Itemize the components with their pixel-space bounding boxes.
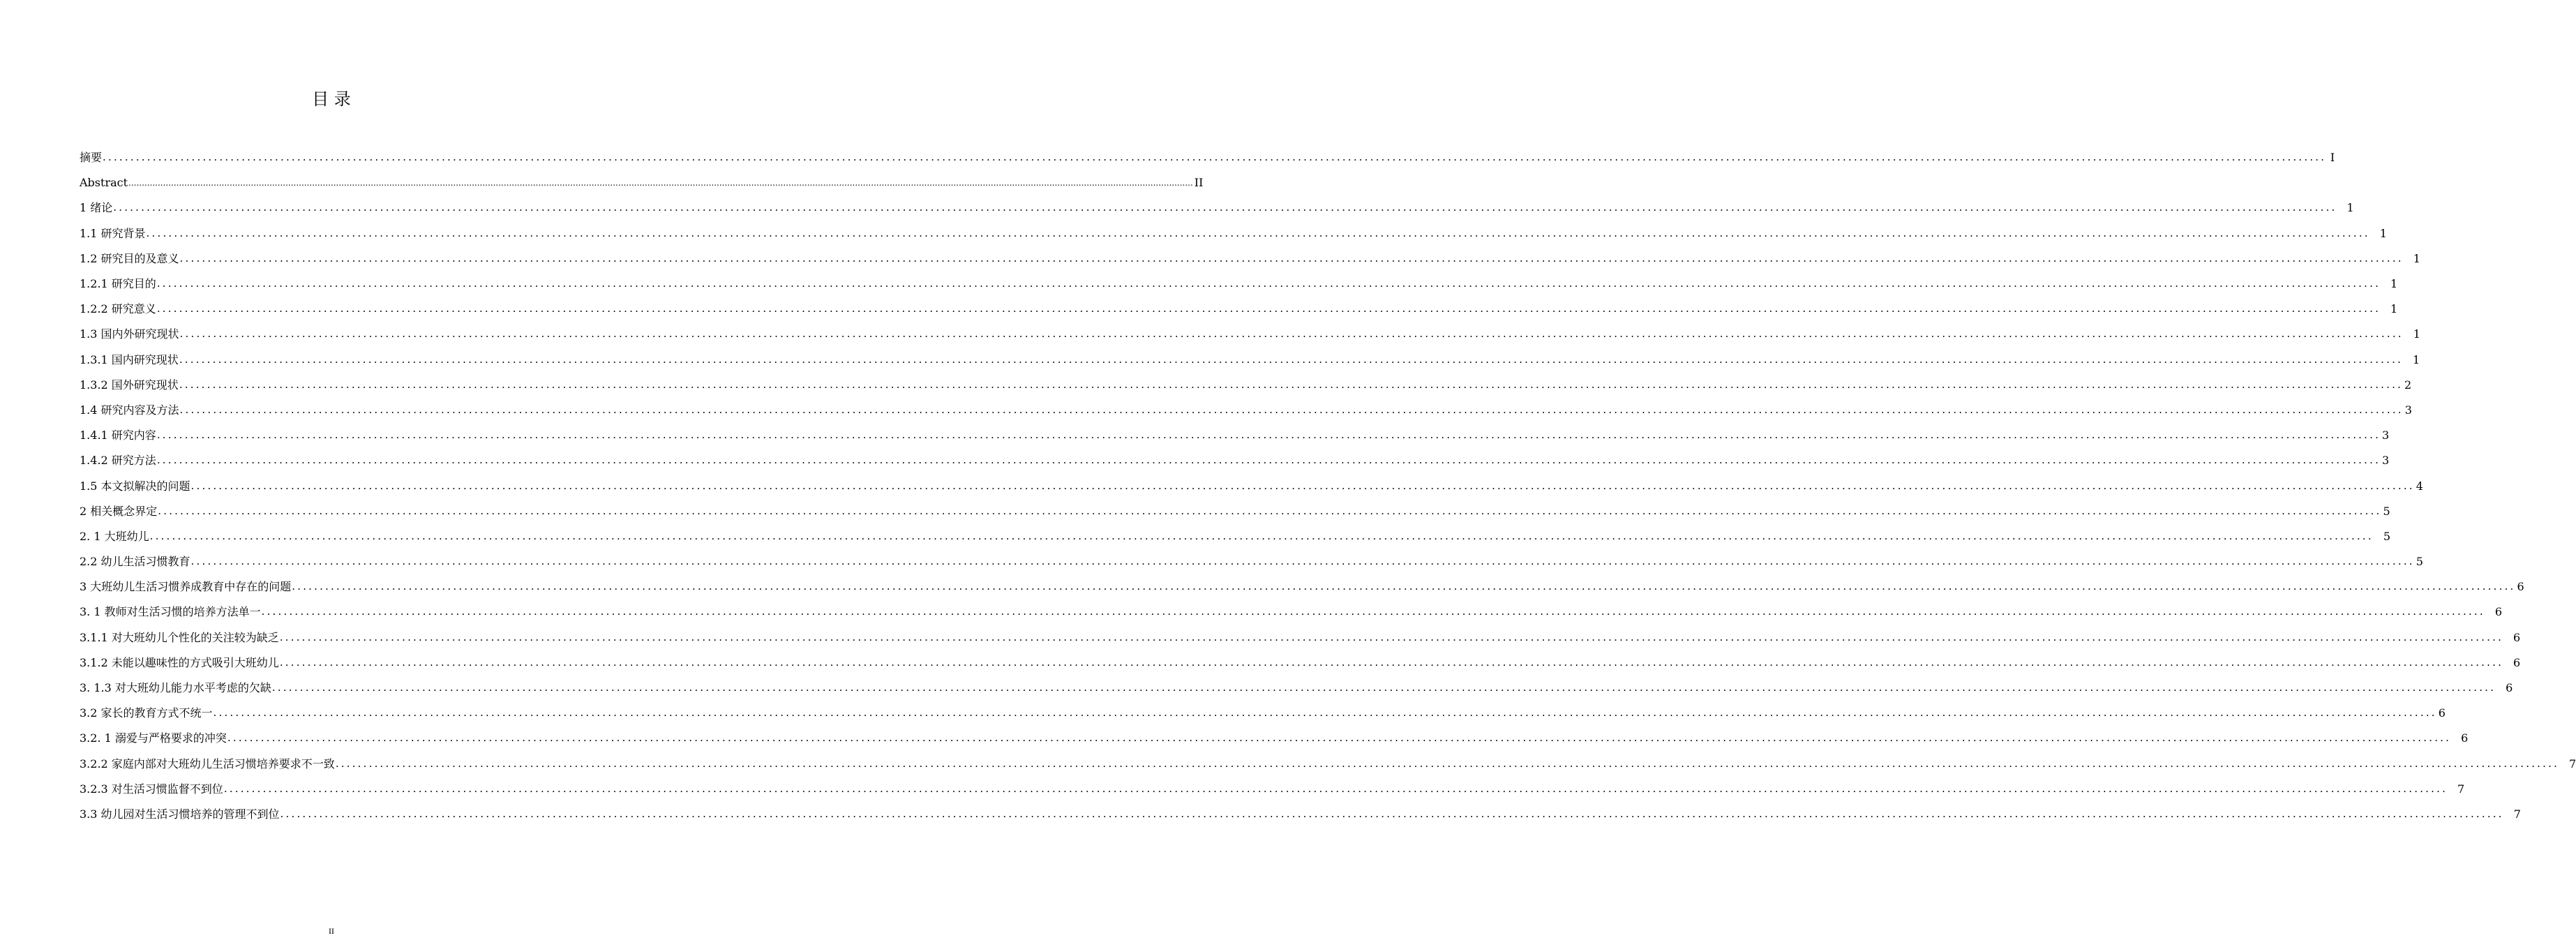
toc-entry-label: 3 大班幼儿生活习惯养成教育中存在的问题 xyxy=(80,580,292,594)
dot-leader: ................................................................................................................................................................................................................................................................................................................................................................................................................ xyxy=(213,706,2437,720)
toc-entry-page: 6 xyxy=(2506,681,2513,695)
toc-entry[interactable] xyxy=(80,777,2465,802)
dot-leader: ................................................................................................................................................................................................................................................................................................................................................................................................................ xyxy=(271,681,2496,694)
toc-entry[interactable] xyxy=(80,726,2469,751)
toc-entry[interactable] xyxy=(80,373,2412,398)
page-title: 目 录 xyxy=(312,89,351,109)
dot-leader: ................................................................................................................................................................................................................................................................................................................................................................................................................ xyxy=(279,630,2504,643)
toc-entry-page: 6 xyxy=(2438,706,2446,720)
dot-leader: ................................................................................................................................................................................................................................................................................................................................................................................................................ xyxy=(128,178,1193,188)
dot-leader: ................................................................................................................................................................................................................................................................................................................................................................................................................ xyxy=(280,807,2504,820)
toc-entry[interactable] xyxy=(80,676,2513,701)
toc-entry-label: 2 相关概念界定 xyxy=(80,504,158,518)
toc-entry-label: 1.3.1 国内研究现状 xyxy=(80,352,179,366)
dot-leader: ................................................................................................................................................................................................................................................................................................................................................................................................................ xyxy=(190,555,2415,568)
toc-entry-page: II xyxy=(1194,176,1204,190)
toc-entry-label: 3. 1 教师对生活习惯的培养方法单一 xyxy=(80,605,261,619)
toc-entry-label: 3.1.2 未能以趣味性的方式吸引大班幼儿 xyxy=(80,655,279,669)
dot-leader: ................................................................................................................................................................................................................................................................................................................................................................................................................ xyxy=(223,782,2448,795)
toc-entry[interactable] xyxy=(80,448,2390,473)
dot-leader: ................................................................................................................................................................................................................................................................................................................................................................................................................ xyxy=(149,529,2374,542)
dot-leader: ................................................................................................................................................................................................................................................................................................................................................................................................................ xyxy=(179,327,2404,341)
toc-entry-label: 1 绪论 xyxy=(80,201,113,215)
toc-entry-page: 3 xyxy=(2382,454,2390,468)
toc-entry-label: 3.2.3 对生活习惯监督不到位 xyxy=(80,782,223,796)
toc-entry[interactable] xyxy=(80,802,2521,827)
toc-entry-page: 5 xyxy=(2383,504,2390,518)
toc-entry[interactable] xyxy=(80,574,2524,600)
toc-entry-label: 摘要 xyxy=(80,151,103,165)
toc-entry-page: 6 xyxy=(2517,580,2524,594)
toc-entry-page: 1 xyxy=(2390,302,2398,316)
toc-entry[interactable] xyxy=(80,650,2521,676)
toc-entry[interactable] xyxy=(80,625,2521,650)
toc-entry-label: 3.2.2 家庭内部对大班幼儿生活习惯培养要求不一致 xyxy=(80,757,335,770)
dot-leader: ................................................................................................................................................................................................................................................................................................................................................................................................................ xyxy=(335,757,2560,770)
toc-entry[interactable] xyxy=(80,524,2391,549)
dot-leader: ................................................................................................................................................................................................................................................................................................................................................................................................................ xyxy=(279,655,2504,669)
dot-leader: ................................................................................................................................................................................................................................................................................................................................................................................................................ xyxy=(227,731,2452,745)
toc-entry-label: 3.1.1 对大班幼儿个性化的关注较为缺乏 xyxy=(80,630,279,644)
toc-entry-page: 1 xyxy=(2413,327,2420,341)
toc-entry-label: 3.2. 1 溺爱与严格要求的冲突 xyxy=(80,731,227,745)
toc-entry[interactable] xyxy=(80,297,2398,322)
toc-entry-label: 1.4.2 研究方法 xyxy=(80,454,156,468)
toc-entry-page: 6 xyxy=(2494,605,2503,619)
toc-entry[interactable] xyxy=(80,549,2423,574)
toc-entry-page: 1 xyxy=(2390,277,2398,291)
toc-entry-label: 1.1 研究背景 xyxy=(80,226,146,240)
toc-entry-page: 5 xyxy=(2383,529,2391,543)
toc-entry-label: 1.4 研究内容及方法 xyxy=(80,403,179,417)
toc-entry[interactable] xyxy=(80,423,2390,448)
toc-entry-label: 2.2 幼儿生活习惯教育 xyxy=(80,555,190,569)
toc-entry[interactable] xyxy=(80,246,2420,271)
dot-leader: ................................................................................................................................................................................................................................................................................................................................................................................................................ xyxy=(156,302,2381,315)
dot-leader: ................................................................................................................................................................................................................................................................................................................................................................................................................ xyxy=(179,352,2404,366)
toc-entry-page: 6 xyxy=(2513,630,2521,644)
toc-entry-label: 1.3.2 国外研究现状 xyxy=(80,378,179,392)
dot-leader: ................................................................................................................................................................................................................................................................................................................................................................................................................ xyxy=(156,277,2381,290)
toc-entry[interactable] xyxy=(80,322,2420,347)
toc-entry-page: 3 xyxy=(2404,403,2412,417)
toc-entry[interactable] xyxy=(80,499,2390,524)
dot-leader: ................................................................................................................................................................................................................................................................................................................................................................................................................ xyxy=(103,151,2327,164)
toc-entry-page: 7 xyxy=(2513,807,2521,821)
dot-leader: ................................................................................................................................................................................................................................................................................................................................................................................................................ xyxy=(113,201,2337,214)
toc-entry-page: 1 xyxy=(2346,201,2354,215)
dot-leader: ................................................................................................................................................................................................................................................................................................................................................................................................................ xyxy=(190,479,2415,492)
toc-entry-page: 1 xyxy=(2413,352,2420,366)
toc-entry-page: 1 xyxy=(2413,251,2420,265)
dot-leader: ................................................................................................................................................................................................................................................................................................................................................................................................................ xyxy=(158,504,2382,517)
toc-entry-label: 1.5 本文拟解决的问题 xyxy=(80,479,190,493)
toc-entry-page: 3 xyxy=(2382,429,2390,442)
toc-entry[interactable] xyxy=(80,348,2420,373)
toc-entry-label: 3.3 幼儿园对生活习惯培养的管理不到位 xyxy=(80,807,280,821)
toc-entry[interactable] xyxy=(80,221,2387,246)
dot-leader: ................................................................................................................................................................................................................................................................................................................................................................................................................ xyxy=(156,429,2381,442)
toc-entry[interactable] xyxy=(80,701,2446,726)
toc-entry-label: 3. 1.3 对大班幼儿能力水平考虑的欠缺 xyxy=(80,681,271,695)
toc-entry-label: 1.2.1 研究目的 xyxy=(80,277,156,291)
toc-entry[interactable] xyxy=(80,170,1204,195)
toc-entry-page: I xyxy=(2330,151,2335,165)
dot-leader: ................................................................................................................................................................................................................................................................................................................................................................................................................ xyxy=(179,403,2404,416)
table-of-contents xyxy=(80,145,2576,827)
dot-leader: ................................................................................................................................................................................................................................................................................................................................................................................................................ xyxy=(156,454,2381,467)
dot-leader: ................................................................................................................................................................................................................................................................................................................................................................................................................ xyxy=(292,580,2516,593)
toc-entry-page: 2 xyxy=(2404,378,2412,392)
toc-entry-page: 5 xyxy=(2416,555,2423,569)
page-number-footer: II xyxy=(329,926,334,936)
dot-leader: ................................................................................................................................................................................................................................................................................................................................................................................................................ xyxy=(261,605,2485,618)
toc-entry[interactable] xyxy=(80,271,2398,297)
toc-entry-label: 2. 1 大班幼儿 xyxy=(80,529,149,543)
toc-entry-label: Abstract xyxy=(80,176,128,190)
toc-entry[interactable] xyxy=(80,145,2335,170)
toc-entry[interactable] xyxy=(80,398,2412,423)
toc-entry[interactable] xyxy=(80,600,2503,625)
toc-entry-label: 3.2 家长的教育方式不统一 xyxy=(80,706,213,720)
toc-entry[interactable] xyxy=(80,752,2576,777)
toc-entry-label: 1.4.1 研究内容 xyxy=(80,429,156,442)
toc-entry-page: 1 xyxy=(2379,226,2387,240)
toc-entry-label: 1.2 研究目的及意义 xyxy=(80,251,179,265)
toc-entry[interactable] xyxy=(80,473,2423,498)
toc-entry-page: 7 xyxy=(2457,782,2465,796)
dot-leader: ................................................................................................................................................................................................................................................................................................................................................................................................................ xyxy=(179,378,2404,391)
toc-entry-page: 4 xyxy=(2416,479,2423,493)
toc-entry-label: 1.3 国内外研究现状 xyxy=(80,327,179,341)
toc-entry[interactable] xyxy=(80,195,2354,221)
toc-entry-page: 6 xyxy=(2461,731,2469,745)
dot-leader: ................................................................................................................................................................................................................................................................................................................................................................................................................ xyxy=(146,226,2370,239)
toc-entry-label: 1.2.2 研究意义 xyxy=(80,302,156,316)
dot-leader: ................................................................................................................................................................................................................................................................................................................................................................................................................ xyxy=(179,251,2404,265)
toc-entry-page: 7 xyxy=(2569,757,2576,770)
toc-entry-page: 6 xyxy=(2513,655,2521,669)
